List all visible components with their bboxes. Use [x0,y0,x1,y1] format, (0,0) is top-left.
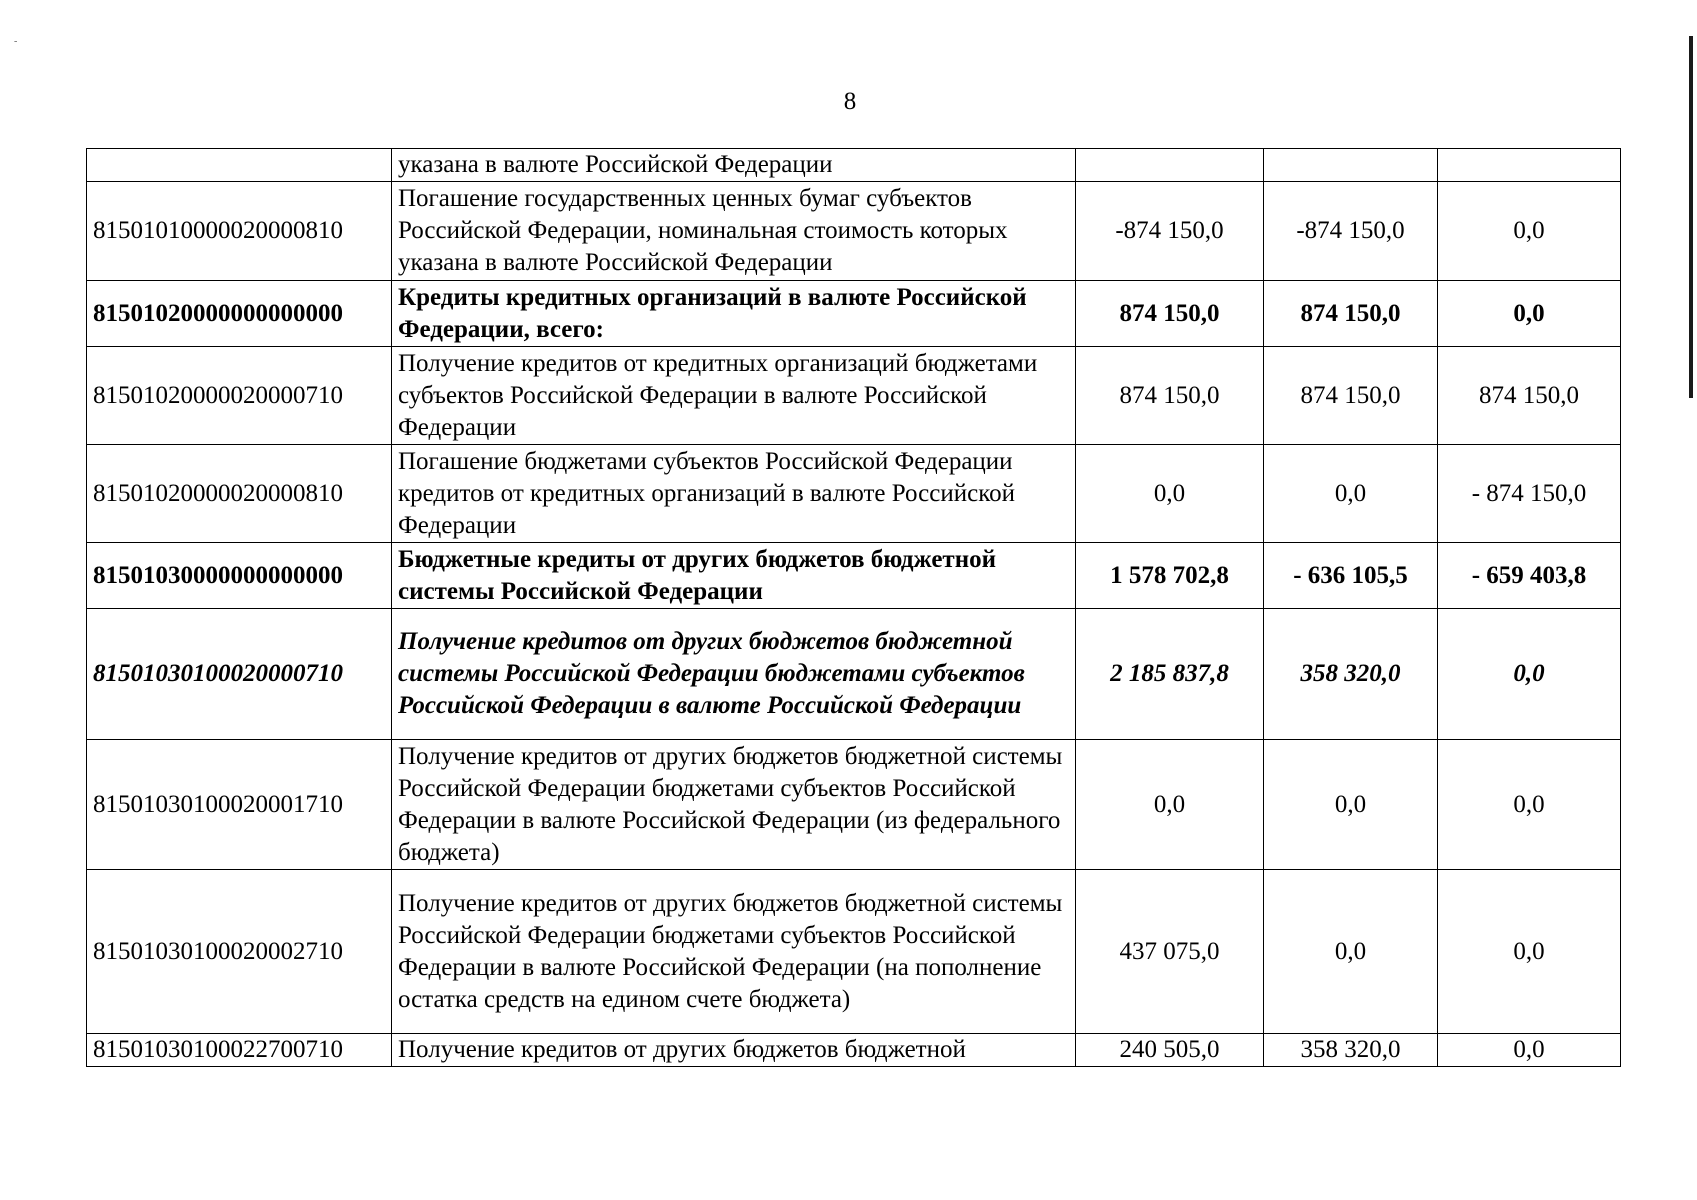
row-code: 81501030100020001710 [87,740,392,870]
row-value-1 [1076,149,1264,182]
row-code: 81501030100020000710 [87,609,392,740]
row-code [87,149,392,182]
row-code: 81501030000000000000 [87,543,392,609]
row-description: указана в валюте Российской Федерации [392,149,1076,182]
table-row [87,740,1621,870]
row-code: 81501030100020002710 [87,870,392,1034]
row-code: 81501030100022700710 [87,1034,392,1067]
row-code: 81501020000020000710 [87,347,392,445]
table-row [87,182,1621,281]
row-value-3: 874 150,0 [1438,347,1621,445]
table-row [87,870,1621,1034]
row-value-1: 2 185 837,8 [1076,609,1264,740]
row-value-3: 0,0 [1438,281,1621,347]
row-value-1: 437 075,0 [1076,870,1264,1034]
row-value-3: - 874 150,0 [1438,445,1621,543]
scan-edge-bar [1689,36,1693,398]
row-code: 81501010000020000810 [87,182,392,281]
row-description: Получение кредитов от других бюджетов бюджетной системы Российской Федерации бюджетами субъектов Российской Федерации в валюте Российской Федерации (из федерального бюджета) [392,740,1076,870]
row-description: Погашение государственных ценных бумаг субъектов Российской Федерации, номинальная стоимость которых указана в валюте Российской Федерации [392,182,1076,281]
row-value-1: 0,0 [1076,740,1264,870]
row-value-2: 358 320,0 [1264,1034,1438,1067]
row-value-3: 0,0 [1438,182,1621,281]
row-value-1: 1 578 702,8 [1076,543,1264,609]
table-row [87,609,1621,740]
scan-mark: - [14,36,18,47]
row-code: 81501020000020000810 [87,445,392,543]
row-value-2: 358 320,0 [1264,609,1438,740]
row-value-2: -874 150,0 [1264,182,1438,281]
row-value-3: - 659 403,8 [1438,543,1621,609]
row-value-3 [1438,149,1621,182]
row-value-2: 874 150,0 [1264,281,1438,347]
row-value-1: 874 150,0 [1076,347,1264,445]
row-description: Получение кредитов от кредитных организаций бюджетами субъектов Российской Федерации в валюте Российской Федерации [392,347,1076,445]
row-description: Получение кредитов от других бюджетов бюджетной [392,1034,1076,1067]
budget-table [86,148,1621,1067]
row-description: Бюджетные кредиты от других бюджетов бюджетной системы Российской Федерации [392,543,1076,609]
table-row [87,149,1621,182]
table-row [87,347,1621,445]
table-row [87,1034,1621,1067]
page-number: 8 [843,88,857,115]
row-description: Получение кредитов от других бюджетов бюджетной системы Российской Федерации бюджетами субъектов Российской Федерации в валюте Российской Федерации [392,609,1076,740]
row-value-1: 0,0 [1076,445,1264,543]
row-value-3: 0,0 [1438,740,1621,870]
row-code: 81501020000000000000 [87,281,392,347]
row-value-2: 0,0 [1264,445,1438,543]
table-row [87,543,1621,609]
row-description: Погашение бюджетами субъектов Российской Федерации кредитов от кредитных организаций в валюте Российской Федерации [392,445,1076,543]
row-value-1: 874 150,0 [1076,281,1264,347]
row-value-3: 0,0 [1438,1034,1621,1067]
table-row [87,445,1621,543]
row-value-2: 874 150,0 [1264,347,1438,445]
row-value-2: 0,0 [1264,870,1438,1034]
row-value-2: 0,0 [1264,740,1438,870]
row-value-1: -874 150,0 [1076,182,1264,281]
row-value-3: 0,0 [1438,609,1621,740]
row-value-1: 240 505,0 [1076,1034,1264,1067]
table-row [87,281,1621,347]
row-value-2 [1264,149,1438,182]
row-value-3: 0,0 [1438,870,1621,1034]
row-description: Получение кредитов от других бюджетов бюджетной системы Российской Федерации бюджетами субъектов Российской Федерации в валюте Российской Федерации (на пополнение остатка средств на едином счете бюджета) [392,870,1076,1034]
row-value-2: - 636 105,5 [1264,543,1438,609]
row-description: Кредиты кредитных организаций в валюте Российской Федерации, всего: [392,281,1076,347]
